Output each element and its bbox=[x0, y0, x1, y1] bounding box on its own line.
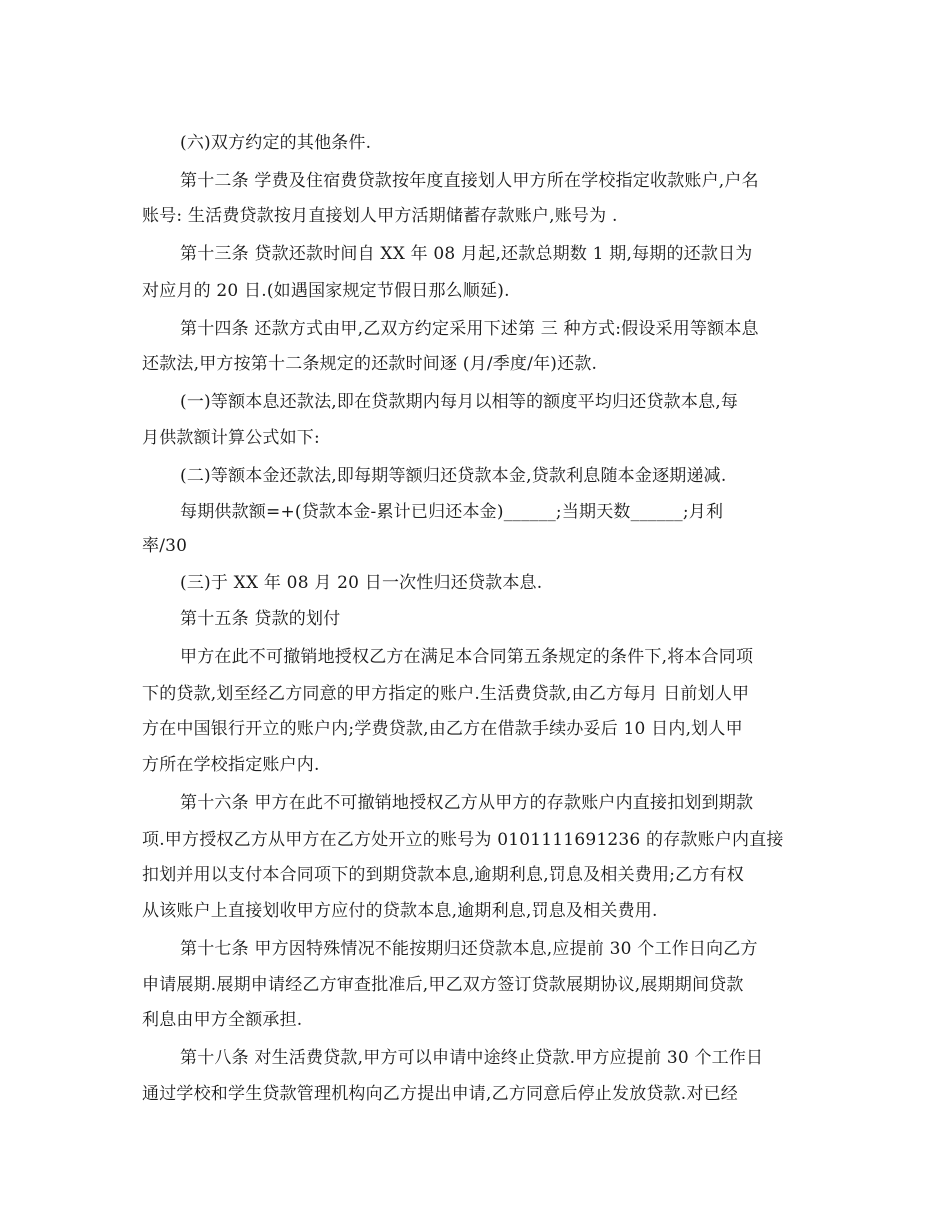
paragraph-line: 第十四条 还款方式由甲,乙双方约定采用下述第 三 种方式:假设采用等额本息 bbox=[180, 319, 759, 339]
paragraph-line: 申请展期.展期申请经乙方审查批准后,甲乙双方签订贷款展期协议,展期期间贷款 bbox=[142, 975, 744, 995]
paragraph-line: 每期供款额=+(贷款本金-累计已归还本金)______;当期天数______;月利 bbox=[180, 502, 724, 522]
paragraph-line: (三)于 XX 年 08 月 20 日一次性归还贷款本息. bbox=[180, 573, 543, 593]
paragraph-line: 第十六条 甲方在此不可撤销地授权乙方从甲方的存款账户内直接扣划到期款 bbox=[180, 793, 754, 813]
paragraph-line: 下的贷款,划至经乙方同意的甲方指定的账户.生活费贷款,由乙方每月 日前划人甲 bbox=[142, 684, 750, 704]
paragraph-line: 项.甲方授权乙方从甲方在乙方处开立的账号为 0101111691236 的存款账户内直接 bbox=[142, 830, 784, 850]
paragraph-line: (六)双方约定的其他条件. bbox=[180, 133, 372, 153]
paragraph-line: 还款法,甲方按第十二条规定的还款时间逐 (月/季度/年)还款. bbox=[142, 354, 598, 374]
paragraph-line: 扣划并用以支付本合同项下的到期贷款本息,逾期利息,罚息及相关费用;乙方有权 bbox=[142, 865, 744, 885]
paragraph-line: 对应月的 20 日.(如遇国家规定节假日那么顺延). bbox=[142, 281, 510, 301]
paragraph-line: (一)等额本息还款法,即在贷款期内每月以相等的额度平均归还贷款本息,每 bbox=[180, 392, 739, 412]
paragraph-line: 第十三条 贷款还款时间自 XX 年 08 月起,还款总期数 1 期,每期的还款日为 bbox=[180, 244, 753, 264]
paragraph-line: 第十七条 甲方因特殊情况不能按期归还贷款本息,应提前 30 个工作日向乙方 bbox=[180, 939, 758, 959]
paragraph-line: 利息由甲方全额承担. bbox=[142, 1010, 303, 1030]
paragraph-line: 通过学校和学生贷款管理机构向乙方提出申请,乙方同意后停止发放贷款.对已经 bbox=[142, 1084, 739, 1104]
paragraph-line: 率/30 bbox=[142, 536, 188, 556]
paragraph-line: 从该账户上直接划收甲方应付的贷款本息,逾期利息,罚息及相关费用. bbox=[142, 901, 658, 921]
paragraph-line: 第十二条 学费及住宿费贷款按年度直接划人甲方所在学校指定收款账户,户名 bbox=[180, 171, 759, 191]
paragraph-line: (二)等额本金还款法,即每期等额归还贷款本金,贷款利息随本金逐期递减. bbox=[180, 466, 727, 486]
paragraph-line: 方在中国银行开立的账户内;学费贷款,由乙方在借款手续办妥后 10 日内,划人甲 bbox=[142, 719, 743, 739]
paragraph-line: 甲方在此不可撤销地授权乙方在满足本合同第五条规定的条件下,将本合同项 bbox=[180, 647, 754, 667]
paragraph-line: 第十八条 对生活费贷款,甲方可以申请中途终止贷款.甲方应提前 30 个工作日 bbox=[180, 1048, 764, 1068]
paragraph-line: 月供款额计算公式如下: bbox=[142, 428, 320, 448]
paragraph-line: 第十五条 贷款的划付 bbox=[180, 609, 341, 629]
paragraph-line: 账号: 生活费贷款按月直接划人甲方活期储蓄存款账户,账号为 . bbox=[142, 206, 618, 226]
paragraph-line: 方所在学校指定账户内. bbox=[142, 755, 320, 775]
